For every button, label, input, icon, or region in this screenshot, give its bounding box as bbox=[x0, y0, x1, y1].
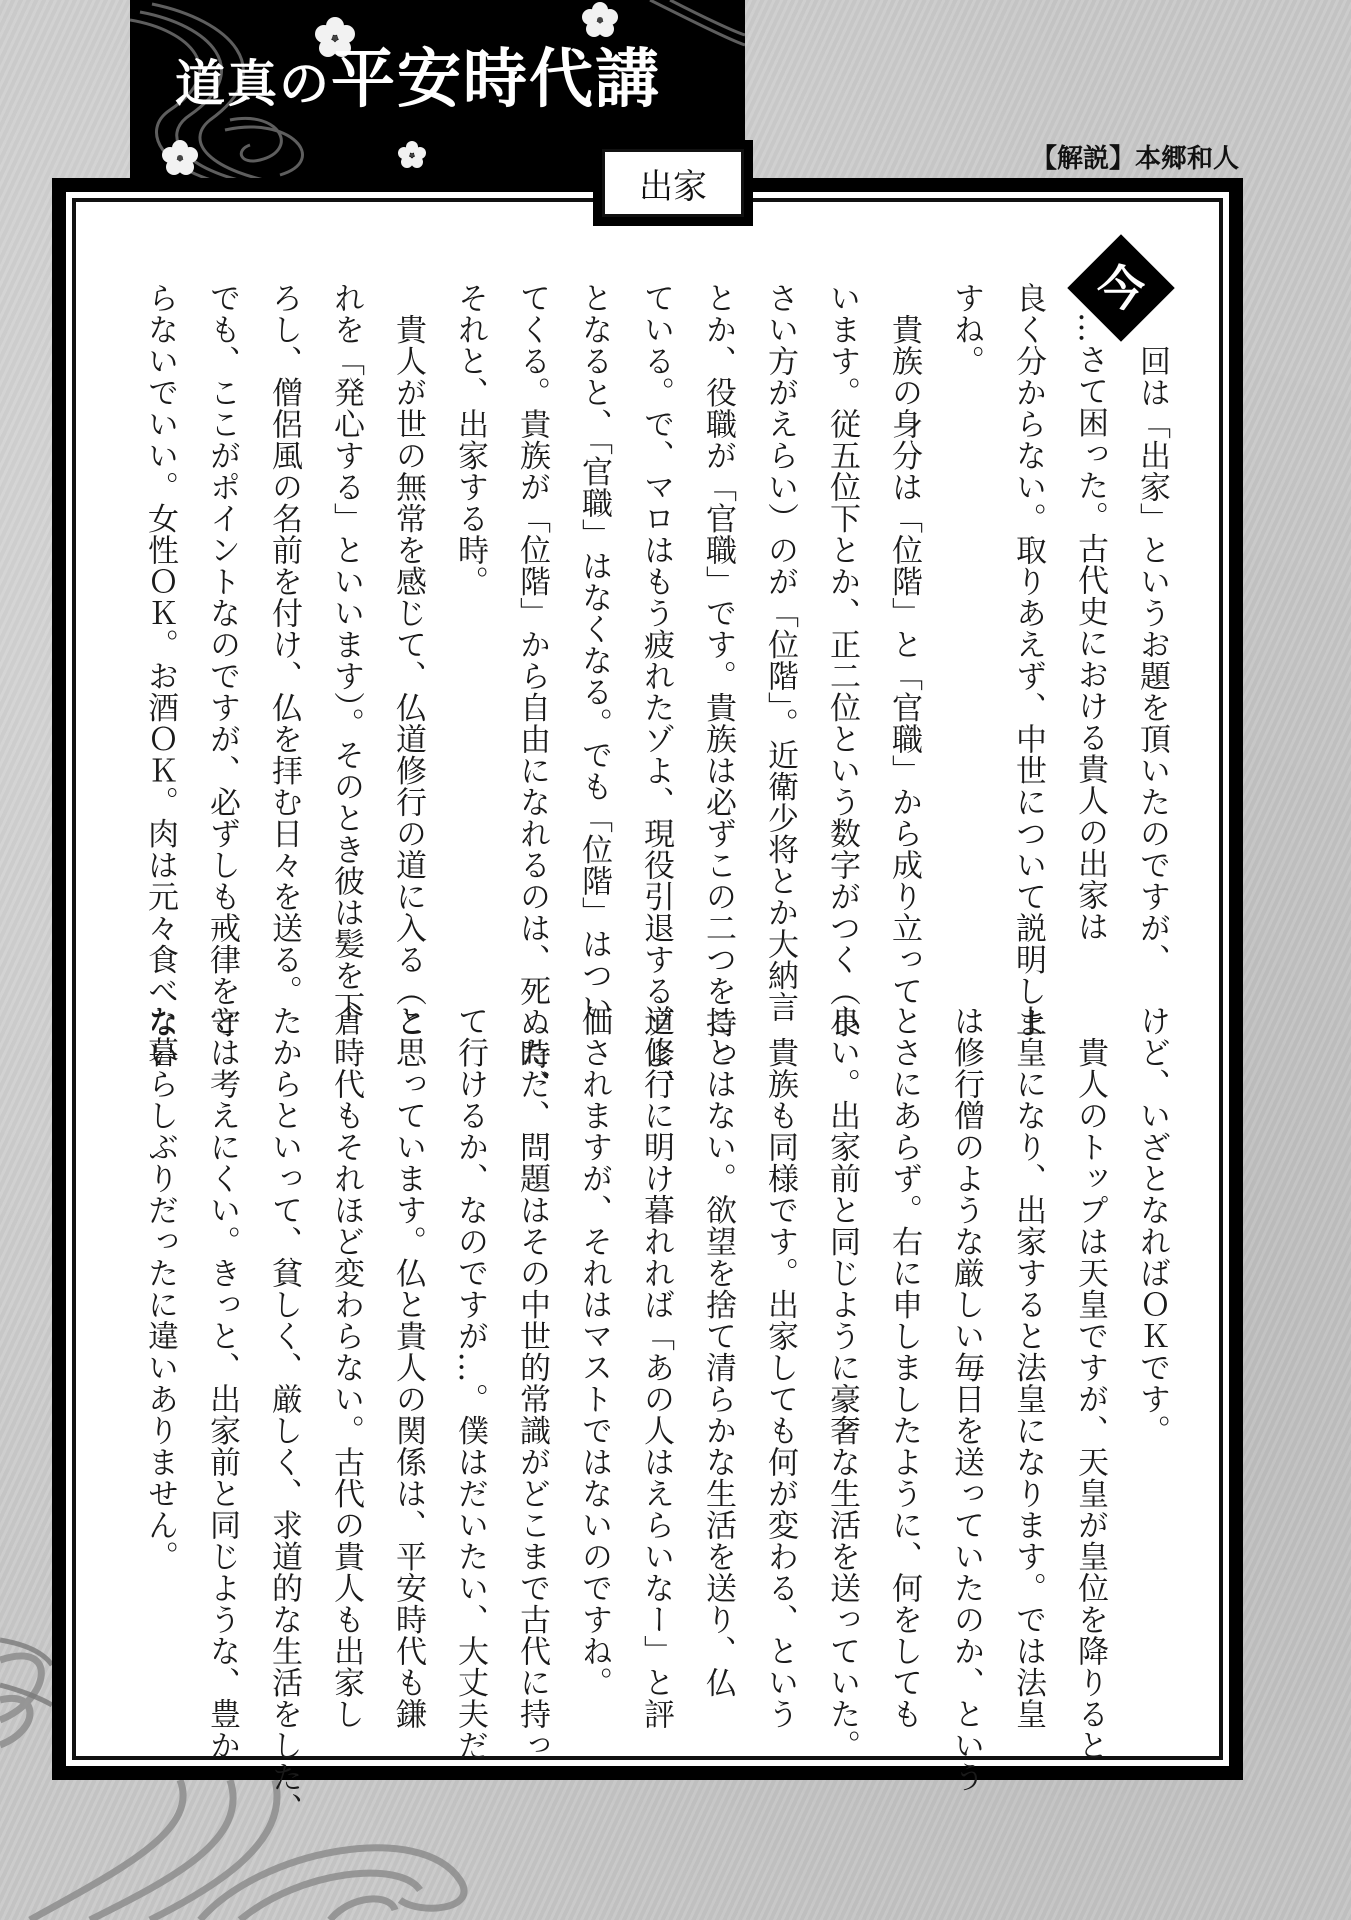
text-column: とか、役職が「官職」です。貴族は必ずこの二つを持っ bbox=[700, 282, 736, 1070]
text-column: 価されますが、それはマストではないのですね。 bbox=[576, 1005, 612, 1698]
text-column: たからといって、貧しく、厳しく、求道的な生活をした、 bbox=[266, 1005, 302, 1824]
text-column: てくる。貴族が「位階」から自由になれるのは、死ぬ時、 bbox=[514, 282, 550, 1101]
text-column: すね。 bbox=[948, 282, 984, 377]
text-column: 貴人のトップは天皇ですが、天皇が皇位を降りると bbox=[1072, 1005, 1108, 1761]
text-column: な暮らしぶりだったに違いありません。 bbox=[142, 1005, 178, 1572]
text-column: ただ、問題はその中世的常識がどこまで古代に持っ bbox=[514, 1005, 550, 1761]
text-column: 回は「出家」というお題を頂いたのですが、 bbox=[1134, 345, 1170, 975]
text-column: とさにあらず。右に申しましたように、何をしても bbox=[886, 1005, 922, 1730]
text-column: それと、出家する時。 bbox=[452, 282, 488, 597]
series-title bbox=[175, 42, 661, 117]
section-tab bbox=[593, 140, 753, 226]
text-column: 上皇になり、出家すると法皇になります。では法皇 bbox=[1010, 1005, 1046, 1730]
text-column: います。従五位下とか、正二位という数字がつく（小 bbox=[824, 282, 860, 1038]
dropcap-char: 今 bbox=[1096, 261, 1145, 317]
text-column: は修行僧のような厳しい毎日を送っていたのか、という bbox=[948, 1005, 984, 1793]
author-credit: 【解説】本郷和人 bbox=[1030, 144, 1239, 174]
text-column: 貴族も同様です。出家しても何が変わる、という bbox=[762, 1005, 798, 1730]
text-column: れを「発心する」といいます）。そのとき彼は髪を下 bbox=[328, 282, 364, 1023]
text-column: 貴人が世の無常を感じて、仏道修行の道に入る（こ bbox=[390, 282, 426, 1038]
text-column: て行けるか、なのですが…。僕はだいたい、大丈夫だ bbox=[452, 1005, 488, 1761]
text-column: 良い。出家前と同じように豪奢な生活を送っていた。 bbox=[824, 1005, 860, 1761]
text-column: ことはない。欲望を捨て清らかな生活を送り、仏 bbox=[700, 1005, 736, 1698]
text-column: でも、ここがポイントなのですが、必ずしも戒律を守 bbox=[204, 282, 240, 1038]
text-column: さい方がえらい）のが「位階」。近衛少将とか大納言 bbox=[762, 282, 798, 1023]
text-column: 貴族の身分は「位階」と「官職」から成り立って bbox=[886, 282, 922, 1007]
section-title: 出家 bbox=[639, 166, 707, 207]
text-column: ている。で、マロはもう疲れたゾよ、現役引退するゾよ、 bbox=[638, 282, 674, 1101]
text-column: 倉時代もそれほど変わらない。古代の貴人も出家し bbox=[328, 1005, 364, 1730]
series-title-prefix: 道真の bbox=[175, 54, 331, 113]
text-column: ろし、僧侶風の名前を付け、仏を拝む日々を送る。 bbox=[266, 282, 302, 1007]
text-column: と思っています。仏と貴人の関係は、平安時代も鎌 bbox=[390, 1005, 426, 1730]
text-column: …さて困った。古代史における貴人の出家は bbox=[1072, 312, 1108, 942]
text-column: らないでいい。女性ＯＫ。お酒ＯＫ。肉は元々食べない bbox=[142, 282, 178, 1070]
text-column: けど、いざとなればＯＫです。 bbox=[1134, 1005, 1170, 1446]
text-column: 道修行に明け暮れれば「あの人はえらいなー」と評 bbox=[638, 1005, 674, 1730]
series-title-main: 平安時代講 bbox=[331, 42, 661, 117]
text-column: 良く分からない。取りあえず、中世について説明しま bbox=[1010, 282, 1046, 1038]
text-column: となると、「官職」はなくなる。でも「位階」はつい bbox=[576, 282, 612, 1023]
text-column: とは考えにくい。きっと、出家前と同じような、豊か bbox=[204, 1005, 240, 1761]
